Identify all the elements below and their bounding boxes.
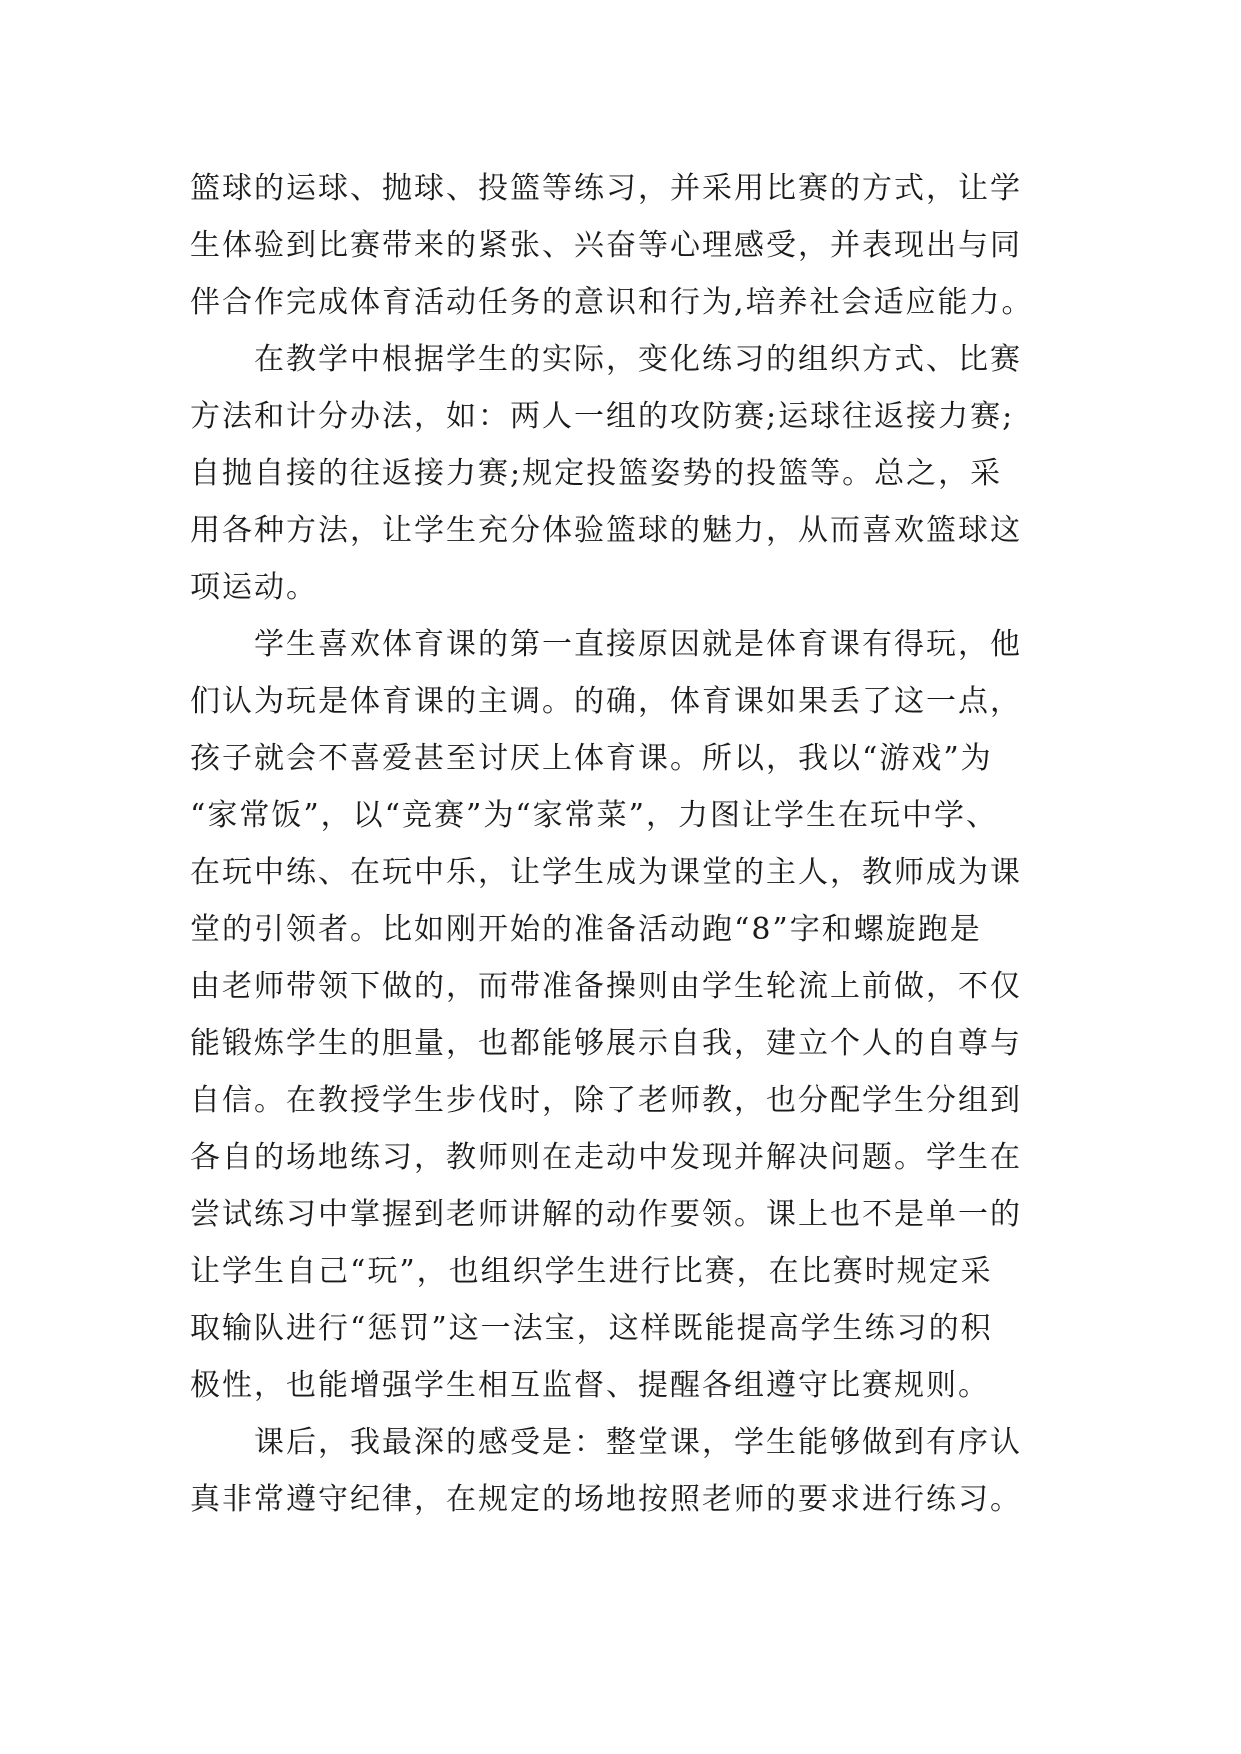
text-line: 方法和计分办法，如：两人一组的攻防赛;运球往返接力赛;: [190, 399, 1015, 434]
text-line: 自抛自接的往返接力赛;规定投篮姿势的投篮等。总之，采: [190, 456, 1003, 491]
text-line: 真非常遵守纪律，在规定的场地按照老师的要求进行练习。: [190, 1482, 1022, 1517]
text-line: 伴合作完成体育活动任务的意识和行为,培养社会适应能力。: [190, 285, 1034, 320]
text-line: “家常饭”，以“竞赛”为“家常菜”，力图让学生在玩中学、: [190, 798, 999, 833]
text-line: 极性，也能增强学生相互监督、提醒各组遵守比赛规则。: [190, 1368, 990, 1403]
text-line: 用各种方法，让学生充分体验篮球的魅力，从而喜欢篮球这: [190, 513, 1022, 548]
document-body: [190, 160, 1090, 1528]
text-line: 项运动。: [190, 570, 318, 605]
text-line: 自信。在教授学生步伐时，除了老师教，也分配学生分组到: [190, 1083, 1022, 1118]
text-line: 孩子就会不喜爱甚至讨厌上体育课。所以，我以“游戏”为: [190, 741, 993, 776]
text-line: 在玩中练、在玩中乐，让学生成为课堂的主人，教师成为课: [190, 855, 1022, 890]
text-line: 堂的引领者。比如刚开始的准备活动跑“8”字和螺旋跑是: [190, 912, 982, 947]
text-line: 尝试练习中掌握到老师讲解的动作要领。课上也不是单一的: [190, 1197, 1022, 1232]
text-line: 取输队进行“惩罚”这一法宝，这样既能提高学生练习的积: [190, 1311, 993, 1346]
text-line: 们认为玩是体育课的主调。的确，体育课如果丢了这一点，: [190, 684, 1022, 719]
paragraph-first-line: 课后，我最深的感受是：整堂课，学生能够做到有序认: [254, 1425, 1022, 1460]
paragraph-first-line: 学生喜欢体育课的第一直接原因就是体育课有得玩，他: [254, 627, 1022, 662]
text-line: 篮球的运球、抛球、投篮等练习，并采用比赛的方式，让学: [190, 171, 1022, 206]
text-line: 能锻炼学生的胆量，也都能够展示自我，建立个人的自尊与: [190, 1026, 1022, 1061]
text-line: 各自的场地练习，教师则在走动中发现并解决问题。学生在: [190, 1140, 1022, 1175]
text-line: 生体验到比赛带来的紧张、兴奋等心理感受，并表现出与同: [190, 228, 1022, 263]
text-line: 由老师带领下做的，而带准备操则由学生轮流上前做，不仅: [190, 969, 1022, 1004]
text-line: 让学生自己“玩”，也组织学生进行比赛，在比赛时规定采: [190, 1254, 993, 1289]
paragraph-first-line: 在教学中根据学生的实际，变化练习的组织方式、比赛: [254, 342, 1022, 377]
